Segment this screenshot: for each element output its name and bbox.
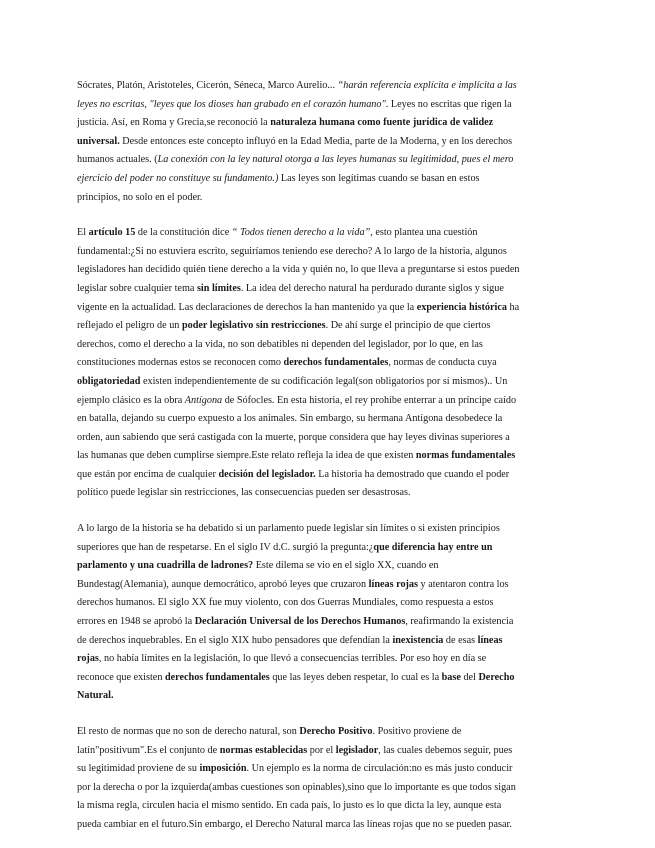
bold-text: normas establecidas — [219, 744, 308, 756]
text-run: de la constitución dice — [135, 227, 232, 239]
bold-text: artículo 15 — [88, 227, 136, 239]
bold-text: imposición — [199, 763, 247, 775]
italic-text: La conexión con la ley natural otorga a las leyes humanas su legitimidad, pues el mero ejercicio del poder no constituye su fundamento.) — [77, 154, 514, 184]
italic-text: “ Todos tienen derecho a la vida” — [231, 227, 371, 239]
paragraph-parliament-limits — [77, 520, 520, 706]
italic-text: Antígona — [184, 394, 223, 406]
paragraph-positive-law — [77, 723, 520, 835]
text-run: La historia ha demostrado que cuando el poder político puede legislar sin restricciones, las consecuencias pueden ser desastrosas. — [77, 468, 510, 499]
text-run: , las cuales debemos seguir, pues su legitimidad proviene de su — [77, 744, 513, 775]
text-run: Las leyes son legítimas cuando se basan en estos principios, no solo en el poder. — [77, 172, 480, 203]
bold-text: naturaleza humana como fuente jurídica de validez universal. — [77, 117, 494, 147]
bold-text: Derecho Natural. — [77, 671, 515, 702]
text-run: , no había límites en la legislación, lo que llevó a consecuencias terribles. Por eso hoy en día se reconoce que existen — [77, 653, 487, 683]
text-run: Desde entonces este concepto influyó en la Edad Media, parte de la Moderna, y en los derechos humanos actuales. ( — [77, 135, 513, 166]
text-run: , normas de conducta cuya — [388, 357, 497, 369]
text-run: de Sófocles. En esta historia, el rey prohíbe enterrar a un príncipe caído en batalla, dejando su cuerpo expuesto a los animales. Sin embargo, su hermana Antígona desobedece la orden, aun sabiendo que será castigada con la muerte, porque considera que hay leyes divinas superiores a las humanas que deben cumplirse siempre.Este relato refleja la idea de que existen — [77, 394, 517, 462]
document-body — [77, 77, 520, 835]
bold-text: derechos fundamentales — [283, 357, 389, 369]
bold-text: que diferencia hay entre un parlamento y una cuadrilla de ladrones? — [77, 541, 493, 572]
paragraph-article-15 — [77, 224, 520, 503]
text-run: que están por encima de cualquier — [77, 468, 219, 480]
italic-text: “harán referencia explícita e implícita a las leyes no escritas, "leyes que los dioses han grabado en el corazón humano" — [77, 80, 517, 110]
text-run: ha reflejado el peligro de un — [77, 301, 520, 332]
text-run: . Un ejemplo es la norma de circulación:no es más justo conducir por la derecha o por la izquierda(ambas cuestiones son opinables),sino que lo importante es que todos sigan la misma regla, circulen hacia el mismo sentido. En cada país, lo justo es lo que dicta la ley, aunque esta pueda cambiar en el futuro.Sin embargo, el Derecho Natural marca las líneas rojas que no se pueden pasar. — [77, 763, 516, 830]
bold-text: legislador — [335, 744, 379, 756]
text-run: . De ahí surge el principio de que ciertos derechos, como el derecho a la vida, no son debatibles ni dependen del legislador, por lo que, en las constituciones modernas estos se reconocen como — [77, 320, 491, 369]
text-run: del — [460, 671, 479, 683]
bold-text: obligatoriedad — [77, 375, 141, 387]
bold-text: Derecho Positivo — [299, 726, 373, 737]
text-run: Sócrates, Platón, Aristoteles, Cicerón, Séneca, Marco Aurelio... — [77, 80, 338, 91]
text-run: y atentaron contra los derechos humanos. El siglo XX fue muy violento, con dos Guerras Mundiales, como respuesta a estos errores en 1948 se aprobó la — [77, 578, 509, 628]
text-run: El — [77, 227, 89, 239]
bold-text: normas fundamentales — [415, 450, 516, 462]
text-run: por el — [307, 744, 336, 756]
text-run: . Positivo proviene de latín"positivum".Es el conjunto de — [77, 726, 462, 756]
text-run: que las leyes deben respetar, lo cual es la — [269, 671, 442, 683]
bold-text: derechos fundamentales — [164, 671, 270, 683]
bold-text: Declaración Universal de los Derechos Humanos — [194, 616, 406, 628]
bold-text: inexistencia — [392, 634, 444, 646]
text-run: de esas — [443, 634, 478, 646]
text-run: existen independientemente de su codificación legal(son obligatorios por sí mismos).. Un ejemplo clásico es la obra — [77, 375, 508, 406]
text-run: , reafirmando la existencia de derechos inquebrables. En el siglo XIX hubo pensadores que defendían la — [77, 616, 514, 646]
bold-text: poder legislativo sin restricciones — [181, 320, 326, 332]
bold-text: base — [441, 671, 461, 683]
paragraph-natural-law — [77, 77, 520, 207]
bold-text: experiencia histórica — [416, 301, 507, 313]
bold-text: decisión del legislador. — [218, 468, 316, 480]
bold-text: sin límites — [196, 282, 241, 294]
bold-text: líneas rojas — [368, 578, 418, 590]
text-run: . Leyes no escritas que rigen la justicia. Así, en Roma y Grecia,se reconoció la — [77, 98, 512, 129]
text-run: . La idea del derecho natural ha perdurado durante siglos y sigue vigente en la actualidad. Las declaraciones de derechos la han mantenido ya que la — [77, 282, 504, 313]
text-run: , esto plantea una cuestión fundamental:¿Si no estuviera escrito, seguiríamos teniendo ese derecho? A lo largo de la historia, algunos legisladores han decidido quién tiene derecho a la vida y quién no, lo que lleva a preguntarse si estos pueden legislar sobre cualquier tema — [77, 227, 520, 294]
text-run: Este dilema se vio en el siglo XX, cuando en Bundestag(Alemania), aunque democrático, aprobó leyes que cruzaron — [77, 560, 439, 590]
bold-text: líneas rojas — [77, 634, 503, 665]
text-run: A lo largo de la historia se ha debatido si un parlamento puede legislar sin límites o si existen principios superiores que han de respetarse. En el siglo IV d.C. surgió la pregunta:¿ — [77, 523, 500, 553]
text-run: El resto de normas que no son de derecho natural, son — [77, 726, 300, 737]
